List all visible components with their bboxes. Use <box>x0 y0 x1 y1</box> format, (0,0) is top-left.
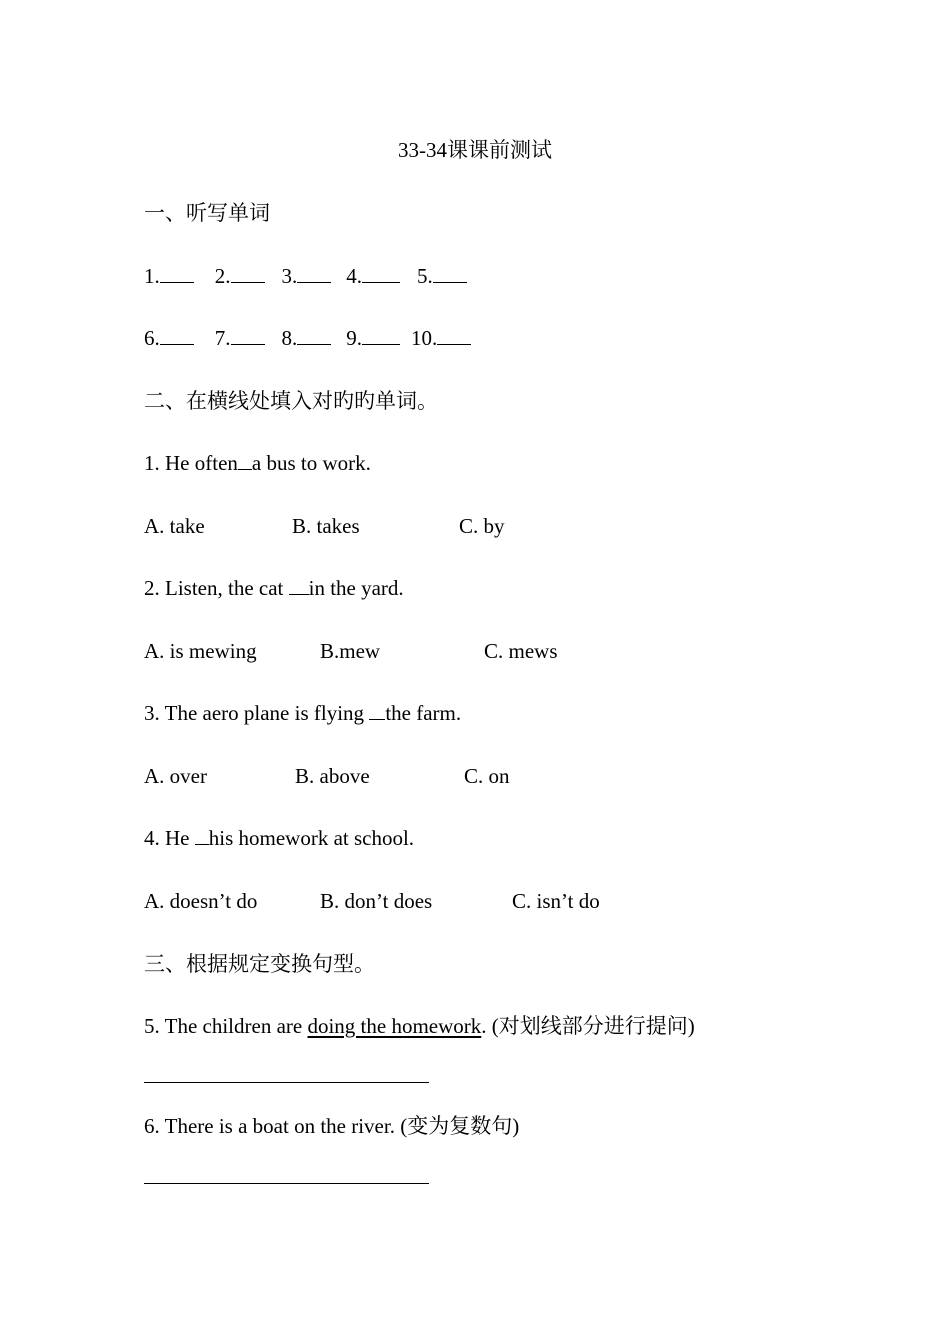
option-a[interactable]: A. doesn’t do <box>144 889 258 913</box>
question-3 <box>144 700 461 726</box>
section-heading-dictation: 一、听写单词 <box>144 201 270 225</box>
option-c[interactable]: C. by <box>459 514 505 538</box>
dictation-row-1 <box>144 263 467 289</box>
answer-line[interactable] <box>144 1183 429 1184</box>
question-1 <box>144 450 371 476</box>
question-text: a bus to work. <box>251 451 371 475</box>
option-a[interactable]: A. is mewing <box>144 639 257 663</box>
dictation-blank[interactable] <box>362 264 400 283</box>
dictation-number: 5. <box>417 264 433 288</box>
answer-blank[interactable] <box>238 451 252 470</box>
answer-line[interactable] <box>144 1082 429 1083</box>
question-4 <box>144 825 414 851</box>
question-text: his homework at school. <box>208 826 415 850</box>
question-instruction: . (对划线部分进行提问) <box>481 1014 695 1038</box>
question-text: in the yard. <box>308 576 404 600</box>
question-2 <box>144 575 404 601</box>
question-text: 5. The children are <box>144 1014 308 1038</box>
dictation-number: 8. <box>281 326 298 350</box>
question-text: 2. Listen, the cat <box>144 576 289 600</box>
dictation-blank[interactable] <box>231 264 265 283</box>
option-c[interactable]: C. mews <box>484 639 558 663</box>
option-b[interactable]: B. don’t does <box>320 889 433 913</box>
option-b[interactable]: B. takes <box>292 514 360 538</box>
answer-blank[interactable] <box>289 576 309 595</box>
dictation-number: 7. <box>214 326 231 350</box>
dictation-number: 3. <box>281 264 298 288</box>
dictation-blank[interactable] <box>362 326 400 345</box>
option-a[interactable]: A. take <box>144 514 205 538</box>
question-text: 3. The aero plane is flying <box>144 701 370 725</box>
dictation-blank[interactable] <box>433 264 467 283</box>
question-text: 1. He often <box>144 451 238 475</box>
question-text: the farm. <box>385 701 462 725</box>
dictation-number: 9. <box>346 326 362 350</box>
dictation-number: 6. <box>144 326 160 350</box>
answer-blank[interactable] <box>195 826 209 845</box>
dictation-number: 4. <box>346 264 362 288</box>
dictation-blank[interactable] <box>231 326 265 345</box>
section-heading-transform: 三、根据规定变换句型。 <box>144 952 375 976</box>
dictation-row-2 <box>144 325 471 351</box>
option-b[interactable]: B. above <box>295 764 370 788</box>
underlined-phrase: doing the homework <box>307 1014 482 1038</box>
dictation-number: 1. <box>144 264 160 288</box>
dictation-blank[interactable] <box>160 326 194 345</box>
question-6: 6. There is a boat on the river. (变为复数句) <box>144 1114 520 1138</box>
dictation-blank[interactable] <box>437 326 471 345</box>
dictation-number: 10. <box>411 326 438 350</box>
answer-blank[interactable] <box>369 701 385 720</box>
page-title: 33-34课课前测试 <box>398 138 552 162</box>
dictation-number: 2. <box>214 264 231 288</box>
option-b[interactable]: B.mew <box>320 639 381 663</box>
dictation-blank[interactable] <box>297 326 331 345</box>
section-heading-fill-in: 二、在横线处填入对旳旳单词。 <box>144 389 438 413</box>
dictation-blank[interactable] <box>160 264 194 283</box>
option-c[interactable]: C. on <box>464 764 510 788</box>
question-text: 4. He <box>144 826 195 850</box>
dictation-blank[interactable] <box>297 264 331 283</box>
option-a[interactable]: A. over <box>144 764 207 788</box>
question-5 <box>144 1013 695 1039</box>
option-c[interactable]: C. isn’t do <box>512 889 600 913</box>
